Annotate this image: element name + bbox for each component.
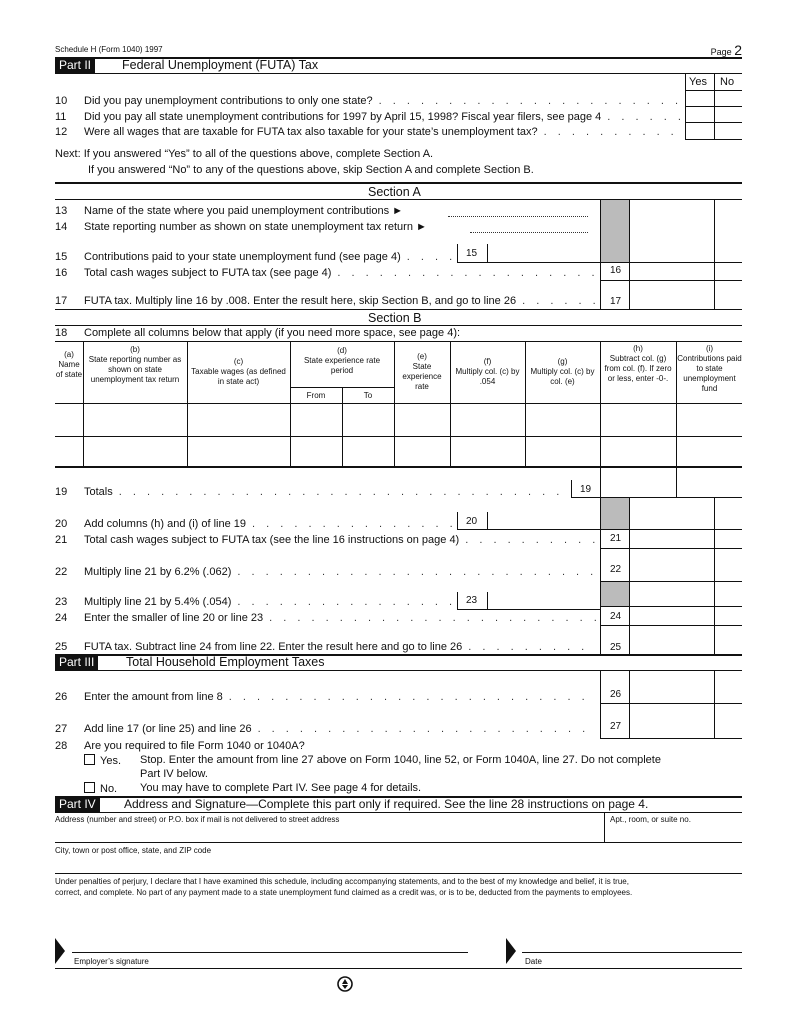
col-a-header: (a) Name of state xyxy=(55,350,83,379)
col-b-header: (b) State reporting number as shown on state unemployment tax return xyxy=(88,345,182,384)
penalty-statement-1: Under penalties of perjury, I declare that I have examined this schedule, including accompanying statements, and to the best of my knowledge and belief, it is true, xyxy=(55,877,629,886)
line23-amount-input[interactable] xyxy=(488,592,600,609)
box-22-label: 22 xyxy=(610,564,622,575)
date-label: Date xyxy=(525,957,542,966)
col-d-to: To xyxy=(363,391,373,400)
state-table-row[interactable] xyxy=(55,404,742,436)
box-16-label: 16 xyxy=(610,265,622,276)
next-instruction-2: If you answered “No” to any of the questions above, skip Section A and complete Section B. xyxy=(88,164,534,176)
col-d-from: From xyxy=(306,391,326,400)
form-id: Schedule H (Form 1040) 1997 xyxy=(55,45,163,54)
address-label: Address (number and street) or P.O. box if mail is not delivered to street address xyxy=(55,815,340,824)
line-16: 16 Total cash wages subject to FUTA tax (see page 4) . . . xyxy=(55,267,596,280)
next-instruction-1: Next: If you answered “Yes” to all of the questions above, complete Section A. xyxy=(55,148,434,160)
line-26: 26 Enter the amount from line 8 . . . xyxy=(55,691,596,704)
line16-amount-input[interactable] xyxy=(630,263,742,280)
box-23-label: 23 xyxy=(466,595,478,606)
apt-label: Apt., room, or suite no. xyxy=(610,815,691,824)
line-14: 14 State reporting number as shown on state unemployment tax return ► xyxy=(55,221,427,233)
line-20: 20 Add columns (h) and (i) of line 19 . . . xyxy=(55,518,453,531)
line-18: 18 Complete all columns below that apply (if you need more space, see page 4): xyxy=(55,327,461,339)
part2-tag: Part II xyxy=(55,58,95,73)
part3-tag: Part III xyxy=(55,655,98,670)
page-number xyxy=(711,42,742,58)
col-i-header: (i) Contributions paid to state unemployment fund xyxy=(677,344,742,393)
line26-amount-input[interactable] xyxy=(630,671,742,703)
box-15-label: 15 xyxy=(466,248,478,259)
signature-label: Employer’s signature xyxy=(74,957,149,966)
yes-header: Yes xyxy=(689,76,707,88)
section-b-title: Section B xyxy=(368,311,422,325)
section-a-title: Section A xyxy=(368,185,421,199)
apt-input[interactable] xyxy=(606,826,742,841)
page-num: 2 xyxy=(734,42,742,58)
box-17-label: 17 xyxy=(610,296,622,307)
city-state-zip-input[interactable] xyxy=(55,857,742,872)
line-15: 15 Contributions paid to your state unemployment fund (see page 4) . . . xyxy=(55,251,453,264)
penalty-statement-2: correct, and complete. No part of any payment made to a state unemployment fund claimed as a credit was, or is to be, deducted from the payments to employees. xyxy=(55,888,633,897)
line28-no-option: No. You may have to complete Part IV. See page 4 for details. xyxy=(84,782,421,795)
line12-no-checkbox[interactable] xyxy=(715,123,742,139)
date-arrow-icon xyxy=(506,938,516,964)
col-f-header: (f) Multiply col. (c) by .054 xyxy=(455,357,520,386)
sign-here-arrow-icon xyxy=(55,938,65,964)
state-reporting-number-input[interactable] xyxy=(470,220,588,233)
line-21: 21 Total cash wages subject to FUTA tax (see the line 16 instructions on page 4) . . . xyxy=(55,534,596,547)
line12-yes-checkbox[interactable] xyxy=(686,123,714,139)
city-label: City, town or post office, state, and ZIP code xyxy=(55,846,212,855)
part3-title: Total Household Employment Taxes xyxy=(126,655,325,669)
line22-amount-input[interactable] xyxy=(630,549,742,581)
no-header: No xyxy=(720,76,735,88)
address-input[interactable] xyxy=(55,826,603,841)
box-27-label: 27 xyxy=(610,721,622,732)
line10-yes-checkbox[interactable] xyxy=(686,91,714,106)
col-g-header: (g) Multiply col. (c) by col. (e) xyxy=(530,357,595,386)
line11-no-checkbox[interactable] xyxy=(715,107,742,122)
box-19-label: 19 xyxy=(580,484,592,495)
line28-yes-checkbox[interactable] xyxy=(84,754,95,765)
col-h-header: (h) Subtract col. (g) from col. (f). If zero or less, enter -0-. xyxy=(604,344,672,383)
line-13: 13 Name of the state where you paid unemployment contributions ► xyxy=(55,205,404,217)
line28-yes-text-cont: Part IV below. xyxy=(140,768,208,780)
line-19: 19 Totals . . . xyxy=(55,486,565,499)
date-input[interactable] xyxy=(522,930,742,951)
col-e-header: (e) State experience rate xyxy=(402,352,442,391)
line-25: 25 FUTA tax. Subtract line 24 from line 22. Enter the result here and go to line 26 . . . xyxy=(55,641,596,654)
line28-yes-option: Yes. Stop. Enter the amount from line 27 above on Form 1040, line 52, or Form 1040A, line 27. Do not complete xyxy=(84,754,661,767)
line-27: 27 Add line 17 (or line 25) and line 26 . . . xyxy=(55,723,596,736)
line20-amount-input[interactable] xyxy=(488,512,600,529)
line-10: 10 Did you pay unemployment contributions to only one state? . . . xyxy=(55,95,683,108)
line11-yes-checkbox[interactable] xyxy=(686,107,714,122)
box-26-label: 26 xyxy=(610,689,622,700)
line17-amount-input[interactable] xyxy=(630,281,742,309)
line19-col-i-total[interactable] xyxy=(677,468,742,497)
line-28: 28 Are you required to file Form 1040 or 1040A? xyxy=(55,740,305,752)
box-25-label: 25 xyxy=(610,642,622,653)
col-c-header: (c) Taxable wages (as defined in state act) xyxy=(191,357,286,386)
box-20-label: 20 xyxy=(466,516,478,527)
state-name-input[interactable] xyxy=(448,204,588,217)
box-21-label: 21 xyxy=(610,533,622,544)
line28-no-checkbox[interactable] xyxy=(84,782,95,793)
employer-signature-input[interactable] xyxy=(72,930,468,951)
line19-col-h-total[interactable] xyxy=(601,468,676,497)
box-24-label: 24 xyxy=(610,611,622,622)
line27-amount-input[interactable] xyxy=(630,704,742,738)
recycled-paper-icon xyxy=(337,976,353,997)
part4-title: Address and Signature—Complete this part only if required. See the line 28 instructions on page 4. xyxy=(124,797,649,811)
line-24: 24 Enter the smaller of line 20 or line 23 . . . xyxy=(55,612,596,625)
line25-amount-input[interactable] xyxy=(630,626,742,654)
part4-tag: Part IV xyxy=(55,797,100,812)
part2-title: Federal Unemployment (FUTA) Tax xyxy=(122,58,319,72)
line-12: 12 Were all wages that are taxable for FUTA tax also taxable for your state’s unemployment tax? . . . xyxy=(55,126,683,139)
line-11: 11 Did you pay all state unemployment contributions for 1997 by April 15, 1998? Fiscal year filers, see page 4 . . . xyxy=(55,111,683,124)
line-17: 17 FUTA tax. Multiply line 16 by .008. Enter the result here, skip Section B, and go to line 26 . . . xyxy=(55,295,596,308)
col-d-header: (d) State experience rate period xyxy=(303,346,381,375)
line21-amount-input[interactable] xyxy=(630,530,742,548)
page-label: Page xyxy=(710,47,732,57)
line-22: 22 Multiply line 21 by 6.2% (.062) . . . xyxy=(55,566,596,579)
line-23: 23 Multiply line 21 by 5.4% (.054) . . . xyxy=(55,596,453,609)
line15-amount-input[interactable] xyxy=(488,244,600,262)
line10-no-checkbox[interactable] xyxy=(715,91,742,106)
state-table-row[interactable] xyxy=(55,437,742,466)
line24-amount-input[interactable] xyxy=(630,607,742,625)
